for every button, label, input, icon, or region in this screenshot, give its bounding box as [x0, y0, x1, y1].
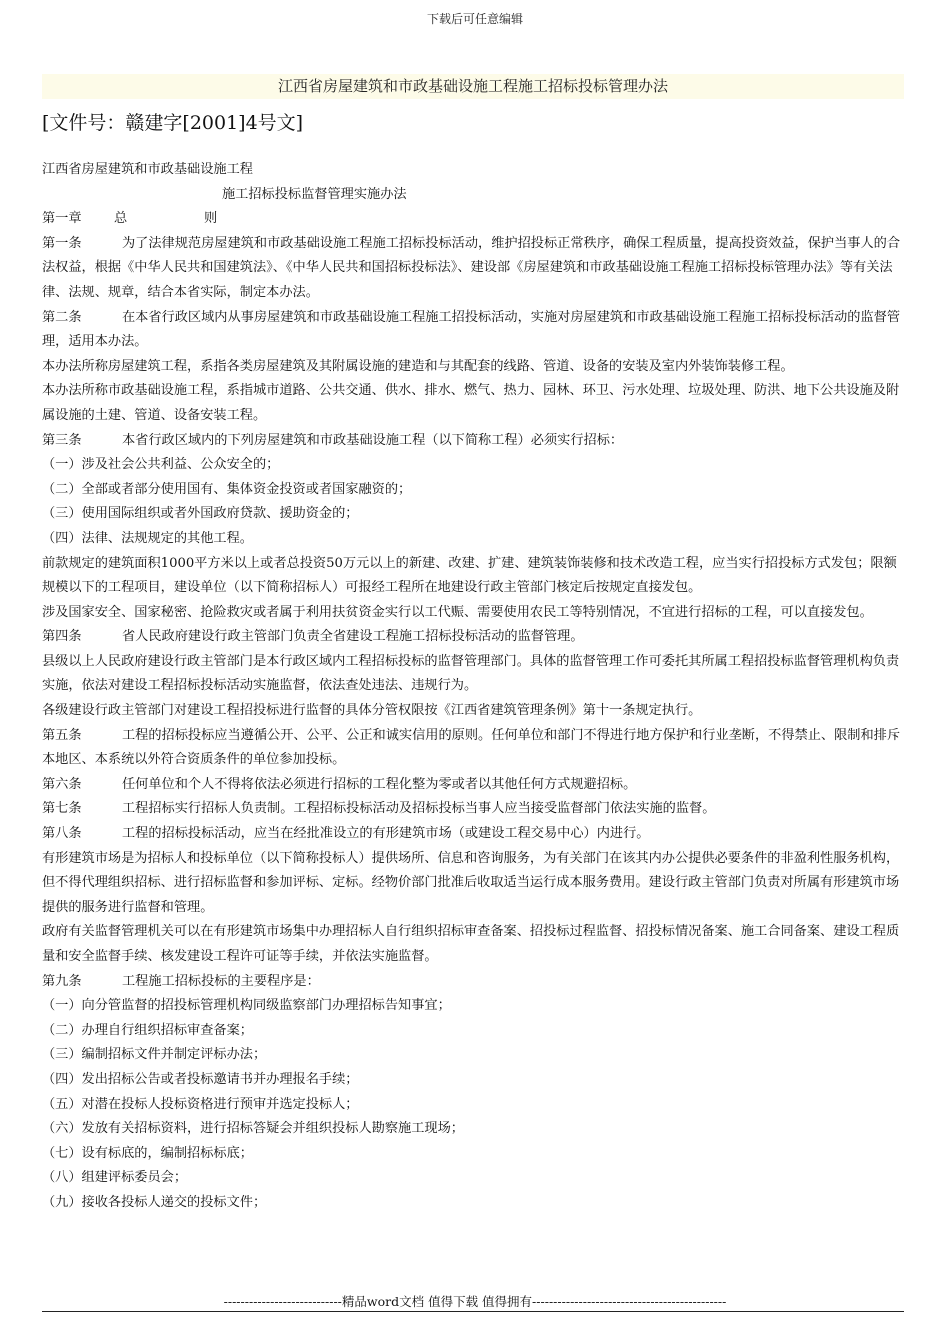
paragraph: 县级以上人民政府建设行政主管部门是本行政区域内工程招标投标的监督管理部门。具体的监督管理工作可委托其所属工程招投标监督管理机构负责实施，依法对建设工程招标投标活动实施监督，依法查处违法、违规行为。 [42, 653, 900, 694]
article-label: 第六条 [42, 776, 82, 792]
article-text: 本省行政区域内的下列房屋建筑和市政基础设施工程（以下简称工程）必须实行招标： [122, 432, 624, 448]
article-7 [42, 797, 904, 822]
article-label: 第七条 [42, 801, 82, 817]
article-3 [42, 429, 904, 454]
document-title: 江西省房屋建筑和市政基础设施工程施工招标投标管理办法 [42, 74, 904, 99]
list-item: （六）发放有关招标资料，进行招标答疑会并组织投标人勘察施工现场； [42, 1121, 464, 1137]
article-text: 为了法律规范房屋建筑和市政基础设施工程施工招标投标活动，维护招投标正常秩序，确保工程质量，提高投资效益，保护当事人的合法权益，根据《中华人民共和国建筑法》、《中华人民共和国招标投标法》、建设部《房屋建筑和市政基础设施工程施工招标投标管理办法》等有关法律、法规、规章，结合本省实际，制定本办法。 [42, 235, 901, 300]
article-text: 任何单位和个人不得将依法必须进行招标的工程化整为零或者以其他任何方式规避招标。 [122, 776, 637, 792]
article-8 [42, 822, 904, 847]
article-text: 工程的招标投标应当遵循公开、公平、公正和诚实信用的原则。任何单位和部门不得进行地方保护和行业垄断，不得禁止、限制和排斥本地区、本系统以外符合资质条件的单位参加投标。 [42, 727, 901, 768]
paragraph: 各级建设行政主管部门对建设工程招投标进行监督的具体分管权限按《江西省建筑管理条例》第十一条规定执行。 [42, 703, 702, 719]
article-9 [42, 970, 904, 995]
list-item: （四）发出招标公告或者投标邀请书并办理报名手续； [42, 1071, 359, 1087]
chapter-label: 第一章 [42, 211, 82, 227]
paragraph: 本办法所称房屋建筑工程，系指各类房屋建筑及其附属设施的建造和与其配套的线路、管道、设备的安装及室内外装饰装修工程。 [42, 358, 794, 374]
list-item: （五）对潜在投标人投标资格进行预审并选定投标人； [42, 1096, 359, 1112]
list-item: （七）设有标底的，编制招标标底； [42, 1145, 253, 1161]
list-item: （一）涉及社会公共利益、公众安全的； [42, 457, 280, 473]
chapter-title-part: 总 [114, 211, 128, 227]
article-label: 第一条 [42, 235, 82, 251]
footer-note: ----------------------------精品word文档 值得下载 值得拥有---------------------------------------------- [223, 1294, 727, 1309]
list-item: （四）法律、法规规定的其他工程。 [42, 530, 253, 546]
document-number: [文件号：赣建字[2001]4号文] [42, 112, 304, 134]
article-text: 工程的招标投标活动，应当在经批准设立的有形建筑市场（或建设工程交易中心）内进行。 [122, 826, 650, 842]
footer-divider [42, 1311, 904, 1312]
paragraph: 涉及国家安全、国家秘密、抢险救灾或者属于利用扶贫资金实行以工代赈、需要使用农民工等特别情况，不宜进行招标的工程，可以直接发包。 [42, 604, 873, 620]
org-title: 江西省房屋建筑和市政基础设施工程 [42, 162, 253, 177]
paragraph: 前款规定的建筑面积1000平方米以上或者总投资50万元以上的新建、改建、扩建、建筑装饰装修和技术改造工程，应当实行招投标方式发包；限额规模以下的工程项目，建设单位（以下简称招标人）可报经工程所在地建设行政主管部门核定后按规定直接发包。 [42, 555, 897, 596]
chapter-heading [42, 207, 904, 232]
sub-title: 施工招标投标监督管理实施办法 [222, 186, 407, 202]
list-item: （三）编制招标文件并制定评标办法； [42, 1047, 267, 1063]
paragraph: 有形建筑市场是为招标人和投标单位（以下简称投标人）提供场所、信息和咨询服务，为有关部门在该其内办公提供必要条件的非盈利性服务机构，但不得代理组织招标、进行招标监督和参加评标、定标。经物价部门批准后收取适当运行成本服务费用。建设行政主管部门负责对所属有形建筑市场提供的服务进行监督和管理。 [42, 850, 900, 915]
list-item: （三）使用国际组织或者外国政府贷款、援助资金的； [42, 506, 359, 522]
paragraph: 政府有关监督管理机关可以在有形建筑市场集中办理招标人自行组织招标审查备案、招投标过程监督、招投标情况备案、施工合同备案、建设工程质量和安全监督手续、核发建设工程许可证等手续，并依法实施监督。 [42, 924, 900, 964]
article-4 [42, 625, 904, 650]
list-item: （二）全部或者部分使用国有、集体资金投资或者国家融资的； [42, 481, 412, 497]
article-label: 第五条 [42, 727, 82, 743]
article-2 [42, 306, 904, 355]
list-item: （八）组建评标委员会； [42, 1170, 188, 1186]
chapter-title-part: 则 [204, 211, 218, 227]
article-text: 工程施工招标投标的主要程序是： [122, 973, 320, 989]
article-6 [42, 773, 904, 798]
list-item: （九）接收各投标人递交的投标文件； [42, 1194, 267, 1210]
article-1 [42, 232, 904, 306]
list-item: （二）办理自行组织招标审查备案； [42, 1022, 253, 1038]
article-label: 第四条 [42, 629, 82, 645]
document-body [42, 158, 904, 1216]
paragraph: 本办法所称市政基础设施工程，系指城市道路、公共交通、供水、排水、燃气、热力、园林、环卫、污水处理、垃圾处理、防洪、地下公共设施及附属设施的土建、管道、设备安装工程。 [42, 383, 900, 423]
article-label: 第三条 [42, 432, 82, 448]
article-text: 在本省行政区域内从事房屋建筑和市政基础设施工程施工招投标活动，实施对房屋建筑和市政基础设施工程施工招标投标活动的监督管理，适用本办法。 [42, 309, 901, 350]
article-5 [42, 724, 904, 773]
article-label: 第八条 [42, 826, 82, 842]
header-note: 下载后可任意编辑 [426, 12, 523, 26]
article-label: 第九条 [42, 973, 82, 989]
article-label: 第二条 [42, 309, 82, 325]
list-item: （一）向分管监督的招投标管理机构同级监察部门办理招标告知事宜； [42, 998, 451, 1014]
article-text: 省人民政府建设行政主管部门负责全省建设工程施工招标投标活动的监督管理。 [122, 629, 584, 645]
article-text: 工程招标实行招标人负责制。工程招标投标活动及招标投标当事人应当接受监督部门依法实施的监督。 [122, 801, 716, 817]
